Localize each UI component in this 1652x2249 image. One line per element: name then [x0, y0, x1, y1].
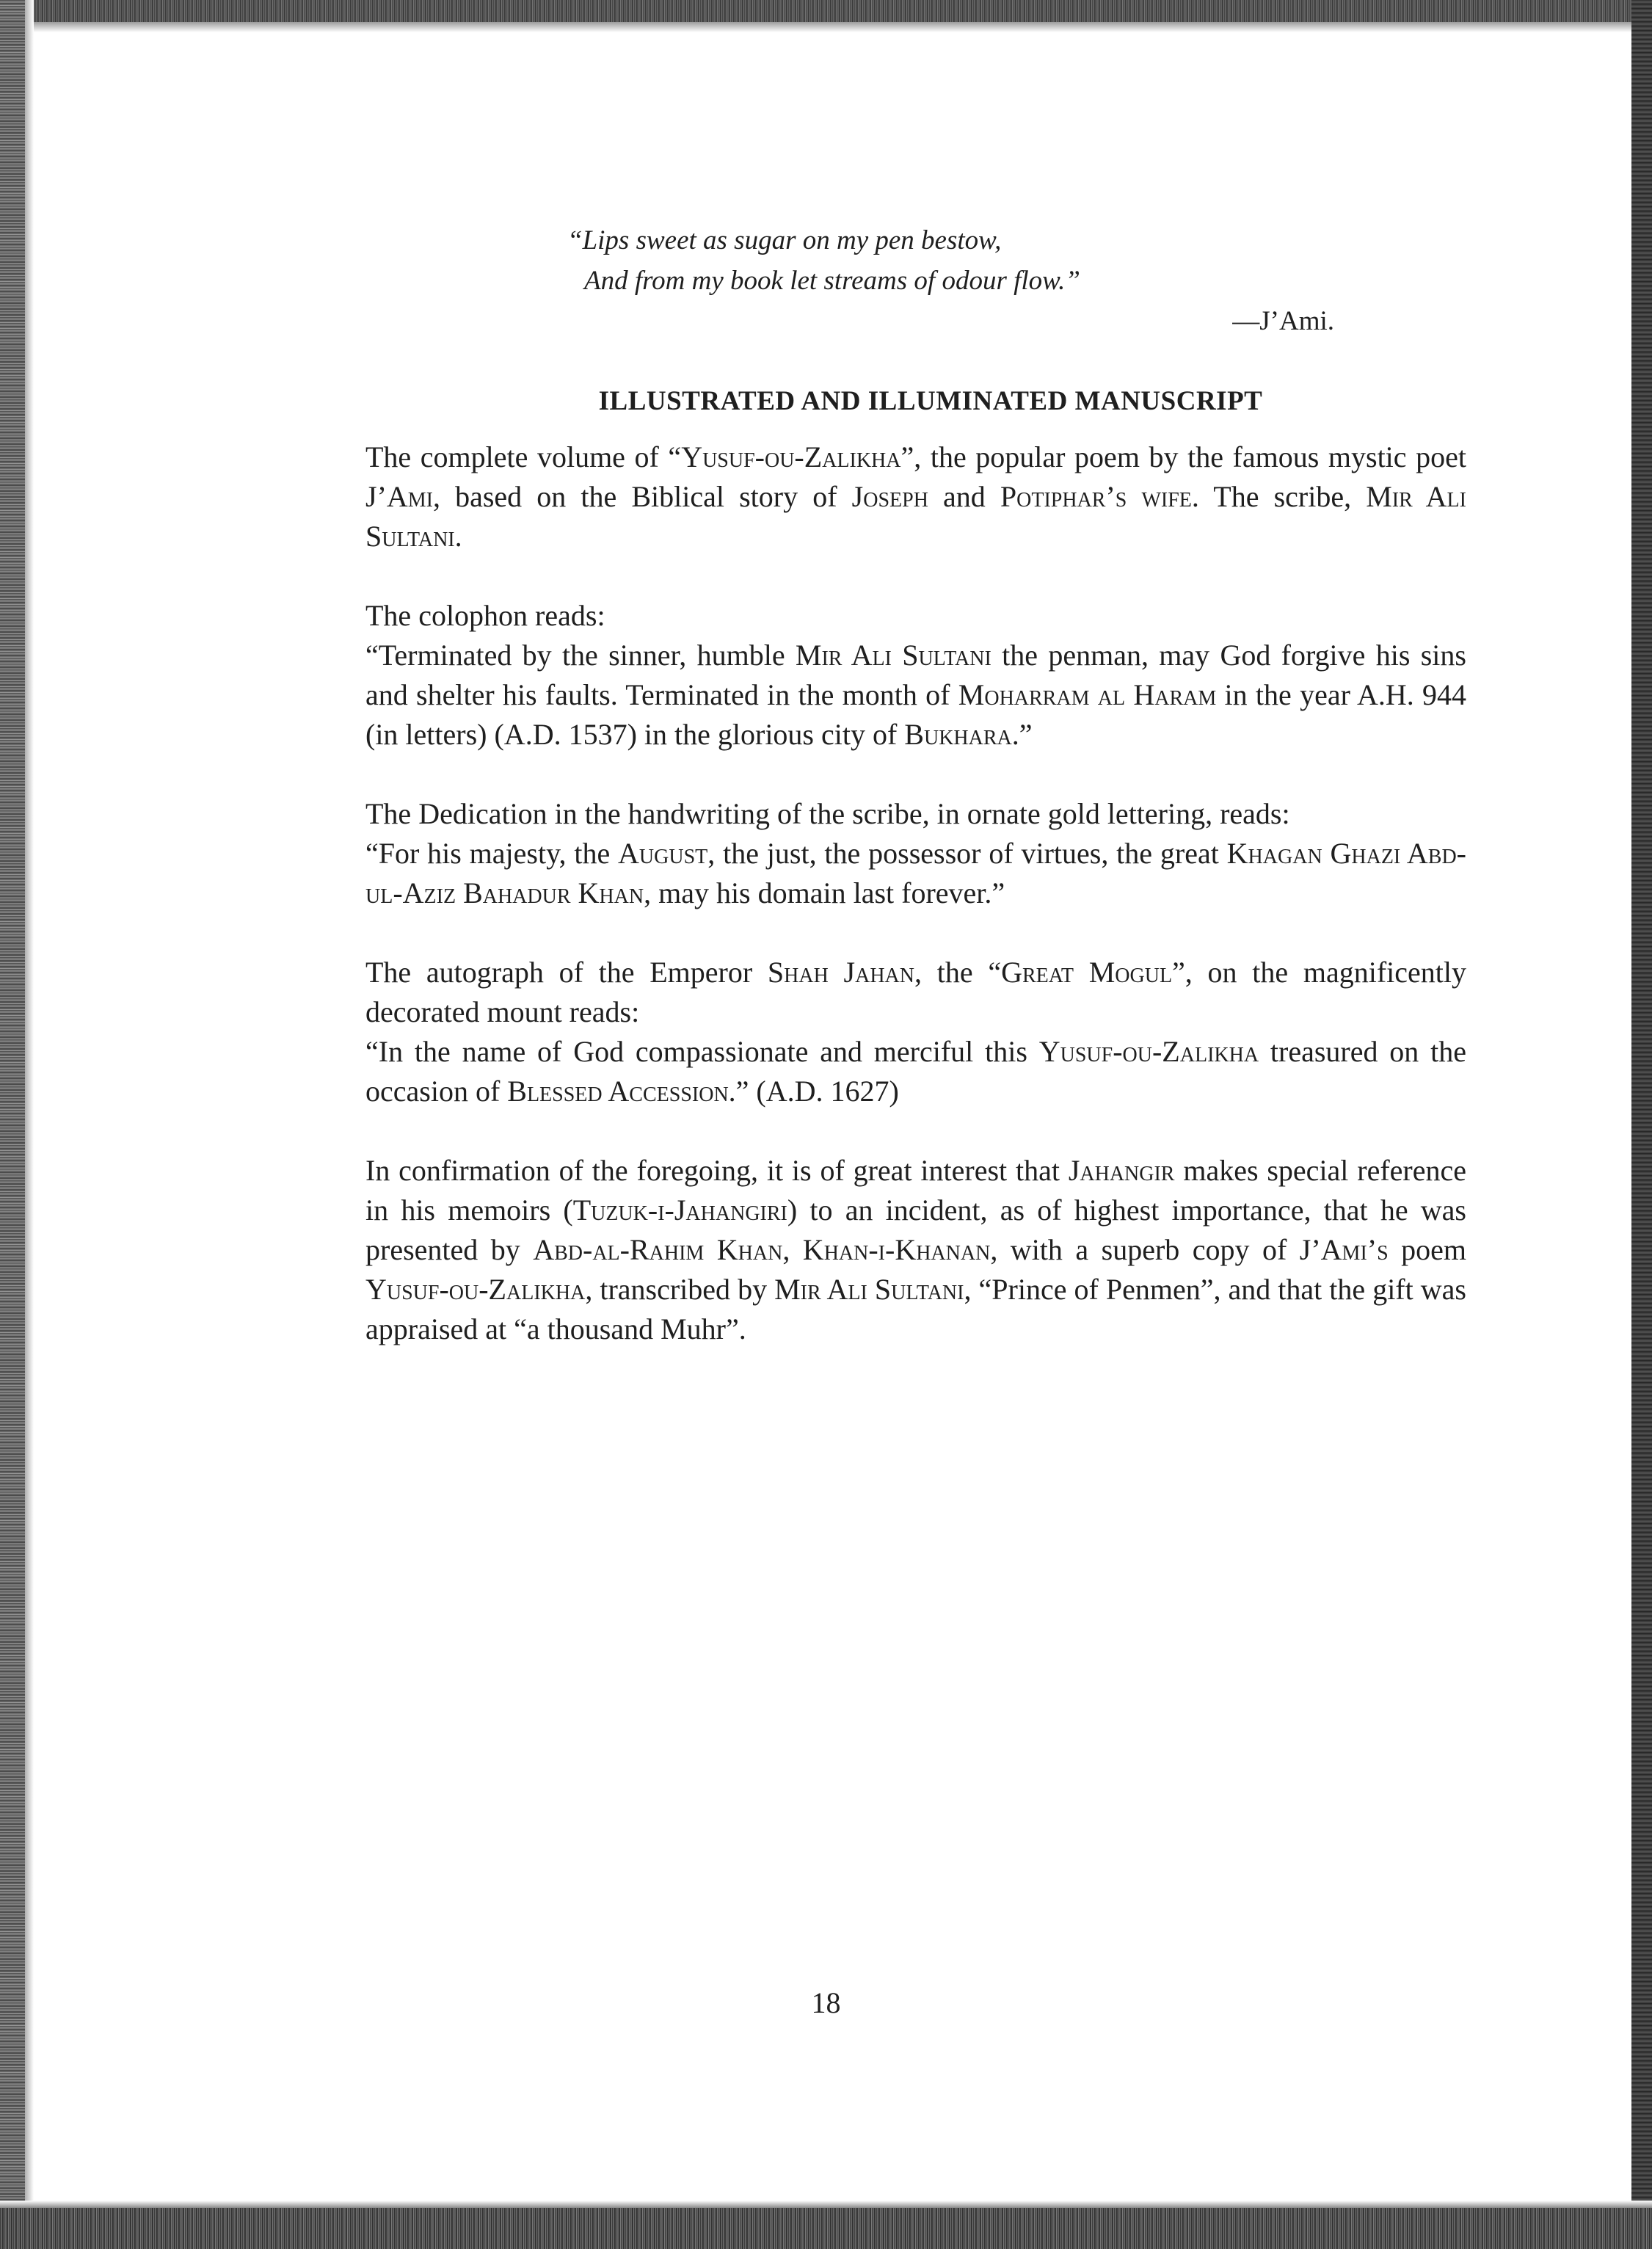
paragraph-autograph	[365, 953, 1466, 1032]
name-text: Shah Jahan	[767, 956, 914, 989]
scan-edge-top-shadow	[0, 22, 1652, 32]
name-text: Abd-al-Rahim Khan, Khan-i-Khanan	[533, 1233, 991, 1266]
paragraph-colophon-intro: The colophon reads:	[365, 599, 605, 632]
epigraph-line-1: “Lips sweet as sugar on my pen bestow,	[567, 225, 1002, 255]
title-text: Tuzuk-i-Jahangiri	[572, 1193, 787, 1227]
section-heading: ILLUSTRATED AND ILLUMINATED MANUSCRIPT	[598, 386, 1263, 416]
name-text: Bukhara	[904, 718, 1012, 751]
name-text: Great Mogul	[1001, 956, 1173, 989]
scan-edge-right	[1631, 0, 1652, 2249]
text: The complete volume of “	[365, 440, 682, 473]
paragraph-confirmation	[365, 1151, 1466, 1349]
name-text: Ami’s	[1320, 1233, 1389, 1266]
paragraph-colophon	[365, 636, 1466, 755]
text: ”, on the magnificently decorated mount reads:	[365, 956, 1467, 1028]
text: In confirmation of the foregoing, it is of great interest that	[365, 1154, 1069, 1187]
text: , transcribed by	[585, 1273, 775, 1306]
text: , with a superb copy of J’	[990, 1233, 1321, 1266]
scan-edge-left	[0, 0, 25, 2249]
name-text: Joseph	[851, 480, 928, 513]
title-text: Yusuf-ou-Zalikha	[365, 1273, 586, 1306]
text: , may his domain last forever.”	[644, 876, 1005, 909]
name-text: Jahangir	[1068, 1154, 1175, 1187]
epigraph	[567, 220, 1466, 341]
text: in the year A.H. 944 (in letters) (A.D. 1537) in the glorious city of	[365, 678, 1467, 751]
name-text: Ami	[386, 480, 433, 513]
name-text: Mir Ali Sultani	[365, 480, 1466, 553]
text: poem	[1388, 1233, 1466, 1266]
text: , based on the Biblical story of	[433, 480, 852, 513]
text: , “Prince of Penmen”, and that the gift was appraised at “a thousand Muhr”.	[365, 1273, 1466, 1345]
epigraph-line-2: And from my book let streams of odour flow.”	[584, 266, 1080, 296]
name-text: Mir Ali Sultani	[774, 1273, 964, 1306]
text: ”, the popular poem by the famous mystic poet J’	[365, 440, 1467, 513]
text: treasured on the occasion of	[365, 1035, 1466, 1108]
name-text: August	[618, 837, 708, 870]
title-text: Yusuf-ou-Zalikha	[681, 440, 901, 473]
text: “Terminated by the sinner, humble	[365, 639, 796, 672]
page-number: 18	[811, 1986, 841, 2019]
scan-edge-top	[0, 0, 1652, 22]
text: “In the name of God compassionate and merciful this	[365, 1035, 1039, 1068]
text: , the “	[914, 956, 1002, 989]
text: the penman, may God forgive his sins and shelter his faults. Terminated in the month of	[365, 639, 1466, 711]
paragraph-volume	[365, 437, 1466, 556]
text: , the just, the possessor of virtues, the great	[707, 837, 1227, 870]
paragraph-autograph-quote	[365, 1032, 1466, 1111]
page-content	[365, 220, 1466, 1349]
scan-edge-bottom-shadow	[0, 2201, 1652, 2208]
name-text: Potiphar’s wife	[1000, 480, 1192, 513]
name-text: Khagan Ghazi Abd-ul-Aziz Bahadur Khan	[365, 837, 1466, 909]
text: “For his majesty, the	[365, 837, 619, 870]
title-text: Yusuf-ou-Zalikha	[1038, 1035, 1259, 1068]
text: and	[928, 480, 1000, 513]
name-text: Blessed Accession	[507, 1075, 729, 1108]
text: .” (A.D. 1627)	[728, 1075, 899, 1108]
text: ) to an incident, as of highest importance, that he was presented by	[365, 1193, 1466, 1266]
scan-edge-left-shadow	[25, 0, 34, 2249]
name-text: Moharram al Haram	[958, 678, 1217, 711]
epigraph-attribution: —J’Ami.	[1232, 306, 1334, 336]
text: .”	[1011, 718, 1033, 751]
scan-edge-bottom	[0, 2208, 1652, 2249]
text: .	[454, 520, 462, 553]
paragraph-dedication	[365, 834, 1466, 913]
name-text: Mir Ali Sultani	[795, 639, 991, 672]
text: . The scribe,	[1191, 480, 1367, 513]
text: makes special reference in his memoirs (	[365, 1154, 1466, 1227]
text: The autograph of the Emperor	[365, 956, 768, 989]
paragraph-dedication-intro: The Dedication in the handwriting of the scribe, in ornate gold lettering, reads:	[365, 797, 1290, 830]
